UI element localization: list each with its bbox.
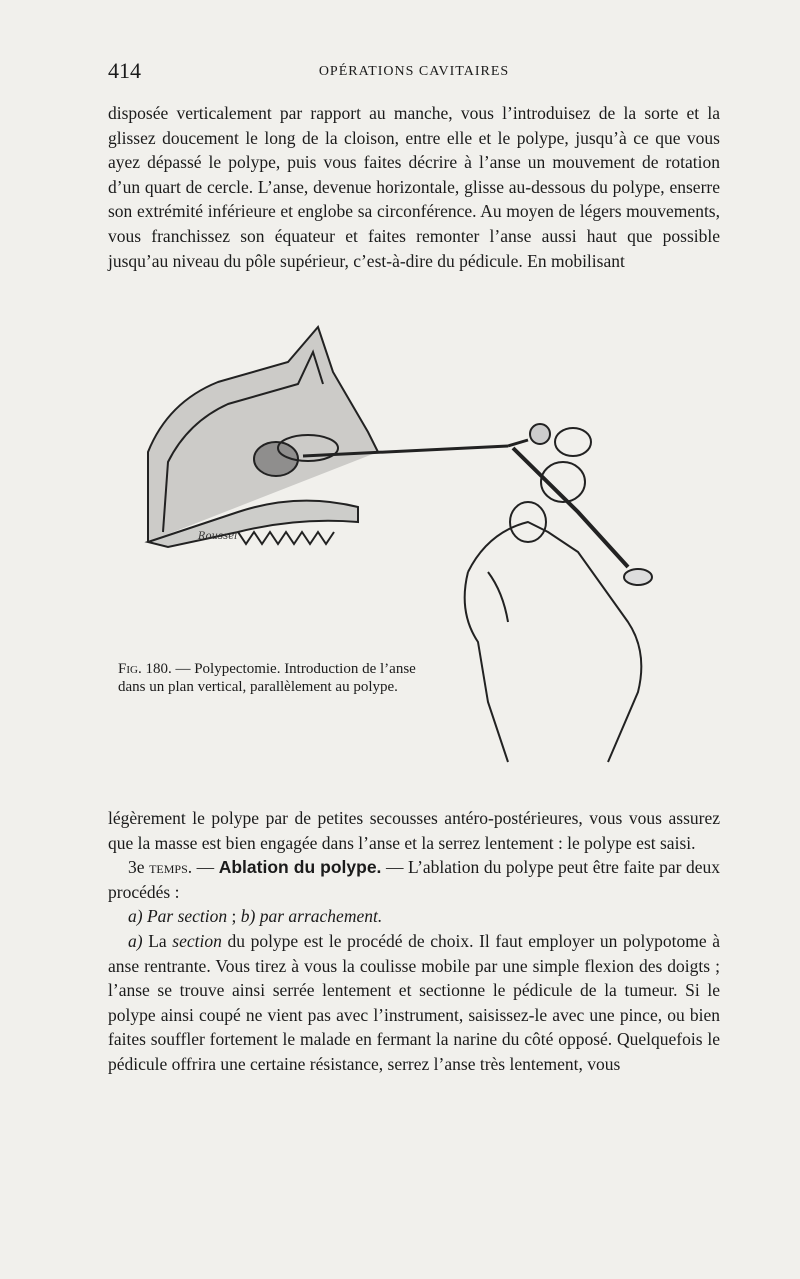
paragraph-5 (108, 929, 720, 1077)
option-a-label: a) (128, 906, 143, 927)
paragraph-2: légèrement le polype par de petites secousses antéro-postérieures, vous vous assurez que la masse est bien engagée dans l’anse et la serrez lentement : le polype est saisi. (108, 808, 720, 853)
step-word: temps. (149, 857, 193, 878)
page-header (108, 58, 720, 88)
page-number: 414 (108, 58, 141, 83)
figure-label: Fig. 180. (118, 661, 172, 677)
figure-caption-text: — Polypectomie. Introduction de l’anse dans un plan vertical, parallèlement au polype. (118, 661, 416, 695)
step-dash: — (192, 857, 219, 878)
polypectomy-illustration (108, 322, 720, 782)
section-intro: La (142, 930, 173, 951)
option-b-text: par arrachement. (255, 906, 383, 927)
step-number: 3e (128, 857, 145, 878)
paragraph-1: disposée verticalement par rapport au manche, vous l’introduisez de la sorte et la glissez doucement le long de la cloison, entre elle et le polype, jusqu’à ce que vous ayez dépassé le polype, puis vous faites décrire à l’anse un mouvement de rotation d’un quart de cercle. L’anse, devenue horizontale, glisse au-dessous du polype, enserre son extrémité inférieure et englobe sa circonférence. Au moyen de légers mouvements, vous franchissez son équateur et faites remonter l’anse aussi haut que possible jusqu’au niveau du pôle supérieur, c’est-à-dire du pédicule. En mobilisant (108, 103, 720, 271)
illustrator-signature: Roussel (198, 531, 238, 542)
paragraph-4 (108, 904, 720, 929)
figure-polypectomy (108, 322, 720, 782)
figure-caption (118, 660, 438, 696)
option-a-text: Par section (142, 906, 228, 927)
option-b-label: b) (240, 906, 256, 927)
text-continuation (108, 806, 720, 1077)
paragraph-3 (108, 855, 720, 904)
option-separator: ; (227, 906, 241, 927)
step-text: — L’ablation du polype peut être faite par deux procédés : (108, 857, 721, 902)
section-a-label: a) (128, 930, 143, 951)
section-text: du polype est le procédé de choix. Il faut employer un polypotome à anse rentrante. Vous tirez à vous la coulisse mobile par une simple flexion des doigts ; l’anse se trouve ainsi serrée lentement et sectionne le pédicule de la tumeur. Si le polype ainsi coupé ne vient pas avec l’instrument, saisissez-le avec une pince, ou bien faites souffler fortement le malade en fermant la narine du côté opposé. Quelquefois le pédicule offrira une certaine résistance, serrez l’anse très lentement, vous (108, 930, 720, 1074)
step-heading: Ablation du polype. (218, 857, 382, 878)
section-word: section (172, 930, 222, 951)
running-head: OPÉRATIONS CAVITAIRES (318, 64, 510, 79)
